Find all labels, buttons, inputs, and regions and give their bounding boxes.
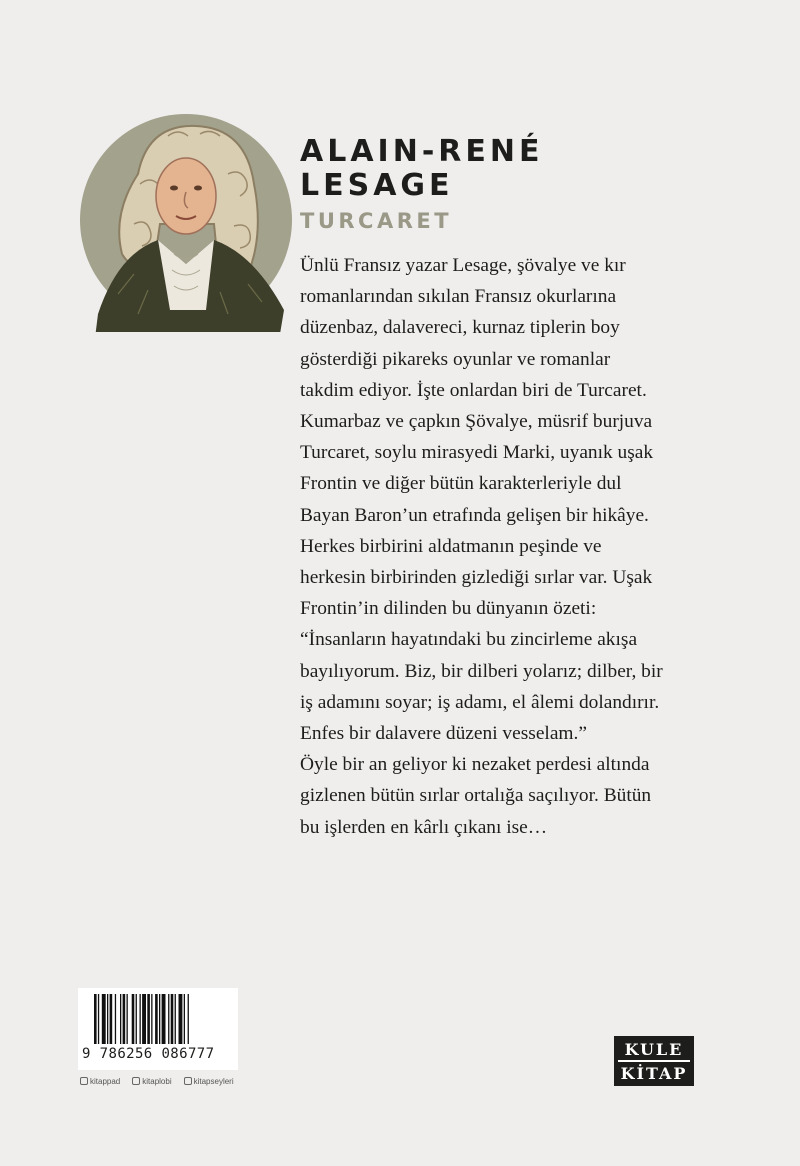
blurb-line: “İnsanların hayatındaki bu zincirleme akışa xyxy=(300,629,638,651)
barcode-bar xyxy=(188,994,189,1044)
store-icon xyxy=(80,1077,88,1085)
barcode-bar xyxy=(132,994,135,1044)
store-icon xyxy=(184,1077,192,1085)
barcode-bar xyxy=(140,994,141,1044)
blurb-line: Herkes birbirini aldatmanın peşinde ve xyxy=(300,535,602,557)
barcode-bar xyxy=(94,994,97,1044)
barcode-bar xyxy=(162,994,166,1044)
blurb-line: bayılıyorum. Biz, bir dilberi yolarız; dilber, bir xyxy=(300,660,663,682)
blurb-line: Enfes bir dalavere düzeni vesselam.” xyxy=(300,723,587,745)
barcode-bar xyxy=(142,994,146,1044)
blurb-line: gösterdiği pikareks oyunlar ve romanlar xyxy=(300,348,611,370)
blurb-line: Turcaret, soylu mirasyedi Marki, uyanık uşak xyxy=(300,442,654,464)
blurb-line: takdim ediyor. İşte onlardan biri de Turcaret. xyxy=(300,379,647,401)
barcode-bar xyxy=(175,994,176,1044)
isbn-number: 9 786256 086777 xyxy=(82,1046,215,1062)
store-logo-kitapseyleri: kitapseyleri xyxy=(184,1077,234,1086)
blurb-line: Kumarbaz ve çapkın Şövalye, müsrif burjuva xyxy=(300,411,653,433)
blurb-line: Ünlü Fransız yazar Lesage, şövalye ve kır xyxy=(300,255,626,276)
barcode-bar xyxy=(168,994,169,1044)
barcode-bars xyxy=(94,994,222,1044)
author-name-line2: LESAGE xyxy=(300,168,454,203)
store-logo-kitappad: kitappad xyxy=(80,1077,120,1086)
barcode-bar xyxy=(115,994,116,1044)
blurb-line: Öyle bir an geliyor ki nezaket perdesi altında xyxy=(300,754,650,776)
author-portrait xyxy=(78,114,294,332)
blurb-line: Frontin’in dilinden bu dünyanın özeti: xyxy=(300,598,597,620)
book-title: TURCARET xyxy=(300,209,453,233)
barcode-bar xyxy=(98,994,99,1044)
blurb-line: bu işlerden en kârlı çıkanı ise… xyxy=(300,816,548,838)
barcode-bar xyxy=(136,994,137,1044)
blurb-line: romanlarından sıkılan Fransız okurlarına xyxy=(300,286,617,308)
store-icon xyxy=(132,1077,140,1085)
barcode-bar xyxy=(123,994,126,1044)
author-name-line1: ALAIN-RENÉ xyxy=(300,134,544,169)
blurb-line: Frontin ve diğer bütün karakterleriyle dul xyxy=(300,473,622,495)
barcode-bar xyxy=(184,994,185,1044)
author-name xyxy=(300,135,543,203)
blurb-line: gizlenen bütün sırlar ortalığa saçılıyor. Bütün xyxy=(300,785,652,807)
barcode-bar xyxy=(159,994,160,1044)
store-logos xyxy=(80,1074,250,1088)
barcode-bar xyxy=(171,994,174,1044)
barcode-bar xyxy=(127,994,128,1044)
barcode-bar xyxy=(107,994,108,1044)
publisher-logo-line2: KİTAP xyxy=(620,1064,688,1083)
barcode-bar xyxy=(102,994,106,1044)
blurb-line: iş adamını soyar; iş adamı, el âlemi dolandırır. xyxy=(300,691,660,713)
blurb-line: herkesin birbirinden gizlediği sırlar var. Uşak xyxy=(300,567,653,589)
isbn-barcode xyxy=(78,988,238,1070)
barcode-bar xyxy=(179,994,183,1044)
portrait-illustration xyxy=(78,114,294,332)
barcode-bar xyxy=(110,994,113,1044)
barcode-bar xyxy=(147,994,150,1044)
store-logo-kitaplobi: kitaplobi xyxy=(132,1077,171,1086)
publisher-logo xyxy=(614,1036,694,1086)
barcode-bar xyxy=(120,994,121,1044)
back-cover-blurb xyxy=(300,250,720,843)
barcode-bar xyxy=(151,994,152,1044)
publisher-logo-line1: KULE xyxy=(618,1040,690,1062)
barcode-bar xyxy=(155,994,158,1044)
blurb-line: Bayan Baron’un etrafında gelişen bir hikâye. xyxy=(300,504,649,526)
blurb-line: düzenbaz, dalavereci, kurnaz tiplerin boy xyxy=(300,317,620,339)
